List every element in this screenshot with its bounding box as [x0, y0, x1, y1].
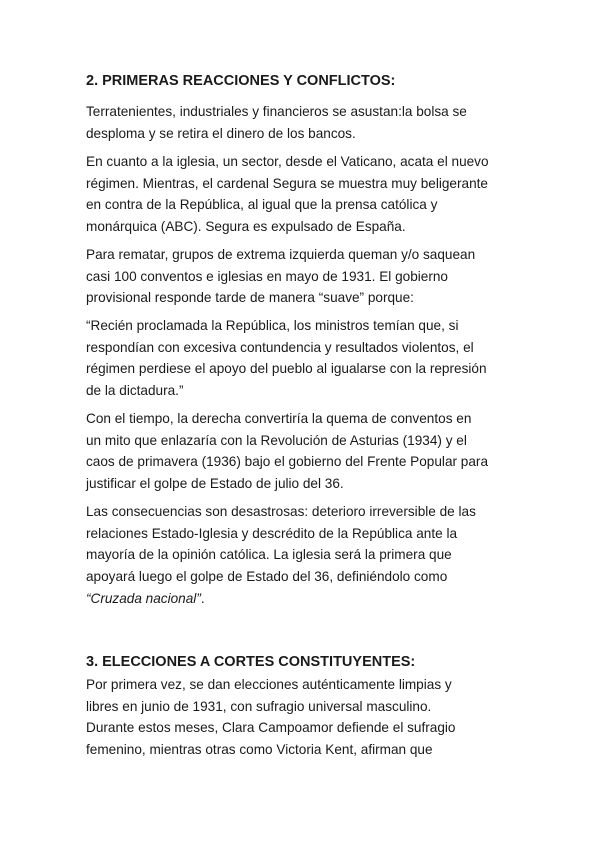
- text-line: Terratenientes, industriales y financieros se asustan:la bolsa se: [86, 104, 467, 119]
- section-2-paragraph-6: [86, 501, 516, 610]
- text-line: casi 100 conventos e iglesias en mayo de 1931. El gobierno: [86, 268, 448, 284]
- text-line: monárquica (ABC). Segura es expulsado de España.: [86, 219, 406, 235]
- text-line: Por primera vez, se dan elecciones auténticamente limpias y: [86, 677, 452, 692]
- text-line: Para rematar, grupos de extrema izquierda queman y/o saquean: [86, 247, 476, 262]
- text-line: relaciones Estado-Iglesia y descrédito de la República ante la: [86, 525, 458, 541]
- text-line: [86, 588, 516, 610]
- text-line: régimen perdiese el apoyo del pueblo al igualarse con la represión: [86, 361, 487, 377]
- text-line: en contra de la República, al igual que la prensa católica y: [86, 197, 438, 213]
- text-line: régimen. Mientras, el cardenal Segura se muestra muy beligerante: [86, 175, 488, 191]
- text-line: Las consecuencias son desastrosas: deterioro irreversible de las: [86, 504, 476, 519]
- text-line: femenino, mientras otras como Victoria Kent, afirman que: [86, 742, 433, 758]
- section-2-heading: 2. PRIMERAS REACCIONES Y CONFLICTOS:: [86, 73, 396, 89]
- cruzada-nacional-italic: “Cruzada nacional”: [86, 590, 201, 606]
- text-line: respondían con excesiva contundencia y resultados violentos, el: [86, 339, 474, 355]
- section-3-paragraph-1: [86, 674, 516, 761]
- text-line: desploma y se retira el dinero de los bancos.: [86, 125, 356, 141]
- text-line: libres en junio de 1931, con sufragio universal masculino.: [86, 698, 432, 714]
- text-line: En cuanto a la iglesia, un sector, desde el Vaticano, acata el nuevo: [86, 154, 489, 169]
- text-line: “Recién proclamada la República, los ministros temían que, si: [86, 318, 459, 333]
- section-2-paragraph-1: [86, 101, 516, 144]
- text-line: apoyará luego el golpe de Estado del 36, definiéndolo como: [86, 569, 448, 585]
- section-2-paragraph-3: [86, 244, 516, 309]
- text-line: de la dictadura.”: [86, 383, 184, 399]
- text-line: Durante estos meses, Clara Campoamor defiende el sufragio: [86, 720, 456, 736]
- text-line: mayoría de la opinión católica. La iglesia será la primera que: [86, 547, 452, 563]
- section-2-paragraph-5: [86, 408, 516, 495]
- section-3-heading: 3. ELECCIONES A CORTES CONSTITUYENTES:: [86, 654, 416, 670]
- text-line: provisional responde tarde de manera “suave” porque:: [86, 290, 414, 306]
- text-line: caos de primavera (1936) bajo el gobierno del Frente Popular para: [86, 454, 489, 470]
- text-line: un mito que enlazaría con la Revolución de Asturias (1934) y el: [86, 432, 467, 448]
- section-2-quote: [86, 315, 516, 402]
- text-line: justificar el golpe de Estado de julio del 36.: [86, 476, 344, 492]
- section-2-paragraph-2: [86, 151, 516, 238]
- period: .: [200, 590, 205, 606]
- text-line: Con el tiempo, la derecha convertiría la quema de conventos en: [86, 411, 472, 426]
